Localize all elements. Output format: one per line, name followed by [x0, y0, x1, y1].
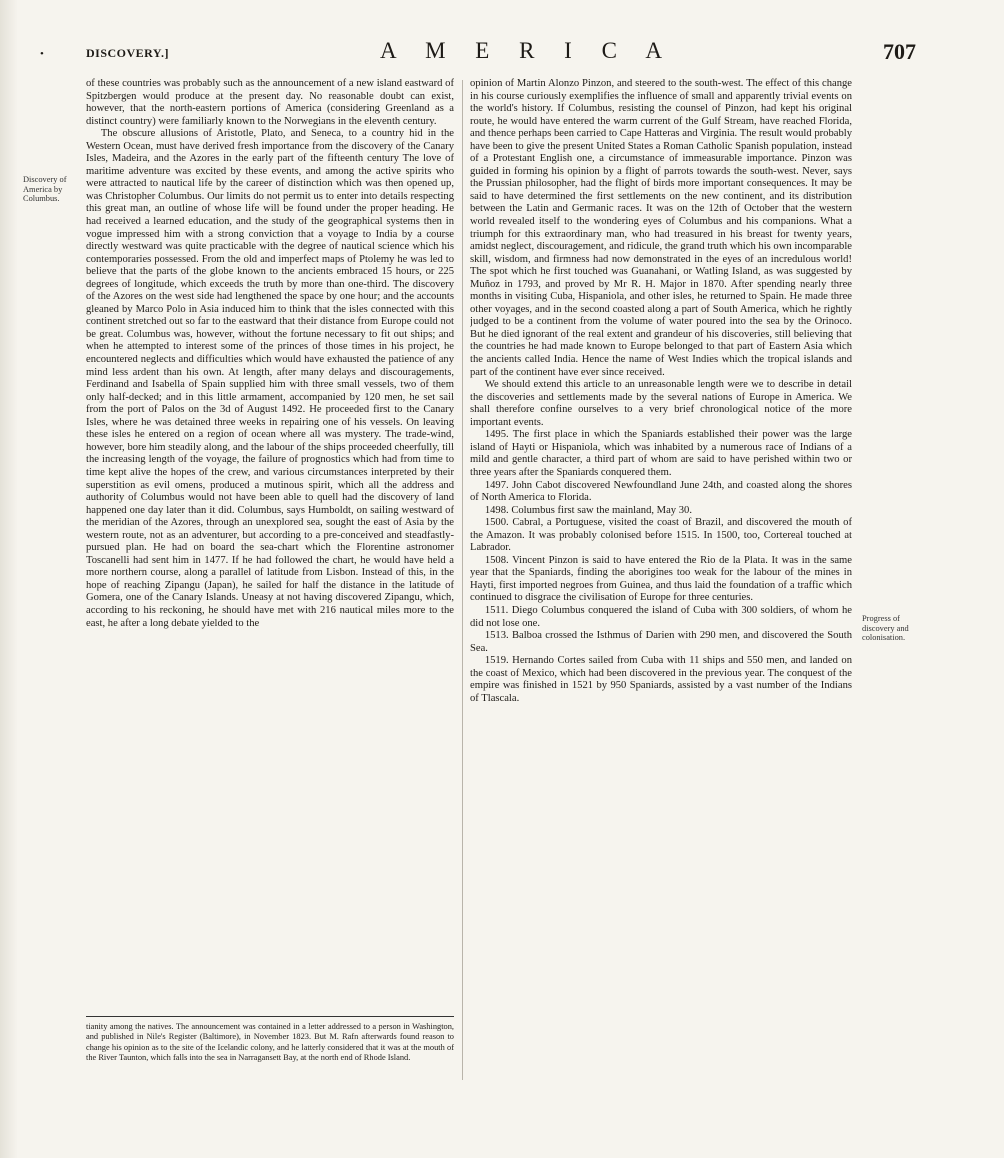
footnote-rule [86, 1016, 454, 1017]
page-edge-shadow [0, 0, 18, 1158]
paragraph: We should extend this article to an unreasonable length were we to describe in detail the discoveries and settlements made by the several nations of Europe in America. We shall therefore confine ourselves to a very brief chronological notice of the more important events. [470, 379, 852, 428]
margin-note-left: Discovery of America by Columbus. [23, 175, 67, 204]
bullet-mark: • [40, 48, 44, 60]
footnote: tianity among the natives. The announcement was contained in a letter addressed to a person in Washington, and published in Nile's Register (Baltimore), in November 1823. But M. Rafn afterwards found reason to change his opinion as to the site of the Icelandic colony, and he latterly considered that it was at the mouth of the River Taunton, which falls into the sea in Narragansett Bay, at the north end of Rhode Island. [86, 1022, 454, 1063]
running-head: DISCOVERY.] [86, 46, 169, 60]
paragraph: opinion of Martin Alonzo Pinzon, and steered to the south-west. The effect of this change in his course curiously exemplifies the influence of small and apparently trivial events on the world's history. If Columbus, resisting the counsel of Pinzon, had kept his original route, he would have entered the warm current of the Gulf Stream, have reached Florida, and thence perhaps been carried to Cape Hatteras and Virginia. The result would probably have been to give the present United States a Roman Catholic Spanish population, instead of a Protestant English one, a circumstance of immeasurable importance. Pinzon was guided in forming his opinion by a flight of parrots towards the south-west. Never, says the Prussian philosopher, had the flight of birds more important consequences. It may be said to have determined the first settlements on the new continent, and its distribution between the Latin and Germanic races. It was on the 12th of October that the western world revealed itself to the wondering eyes of Columbus and his companions. What a triumph for this extraordinary man, who had treasured in his breast for twenty years, amidst neglect, discouragement, and ridicule, the grand truth which his own incomparable skill, wisdom, and firmness had now demonstrated in the eyes of an incredulous world! The spot which he first touched was Guanahani, or Watling Island, as was suggested by Muñoz in 1793, and proved by Mr R. H. Major in 1870. After spending nearly three months in visiting Cuba, Hispaniola, and other isles, he returned to Spain. He made three other voyages, and in the second coasted along a part of South America, which he rightly judged to be a continent from the volume of water poured into the sea by the Orinoco. But he died ignorant of the real extent and grandeur of his discoveries, still believing that the countries he had made known to Europe belonged to that part of Eastern Asia which the ancients called India. Hence the name of West Indies which the tropical islands and part of the continent have ever since received. [470, 78, 852, 378]
left-column [86, 78, 454, 978]
chronology-entry: 1519. Hernando Cortes sailed from Cuba with 11 ships and 550 men, and landed on the coast of Mexico, which had been discovered in the previous year. The conquest of the empire was finished in 1521 by 950 Spaniards, assisted by a vast number of the Indians of Tlascala. [470, 655, 852, 704]
paragraph: of these countries was probably such as the announcement of a new island eastward of Spitzbergen would produce at the present day. No reasonable doubt can exist, however, that the north-eastern portions of America (considering Greenland as a distinct country) were familiarly known to the Norwegians in the eleventh century. [86, 78, 454, 127]
page-number: 707 [883, 39, 916, 64]
right-column [470, 78, 852, 1108]
chronology-entry: 1498. Columbus first saw the mainland, May 30. [484, 504, 692, 516]
paragraph: The obscure allusions of Aristotle, Plato, and Seneca, to a country hid in the Western Ocean, must have derived fresh importance from the discovery of the Canary Isles, Madeira, and the Azores in the early part of the fifteenth century The love of maritime adventure was excited by these events, and among the active spirits who were attracted to nautical life by the career of distinction which was then opened up, was Christopher Columbus. Our limits do not permit us to enter into details respecting this great man, an outline of whose life will be found under the proper heading. He had received a learned education, and the study of the geographical systems then in vogue impressed him with a strong conviction that a voyage to India by a course directly westward was quite practicable with the degree of nautical science which his contemporaries possessed. From the old and imperfect maps of Ptolemy he was led to believe that the parts of the globe known to the ancients embraced 15 hours, or 225 degrees of longitude, which exceeds the truth by more than one-third. The discovery of the Azores on the west side had lengthened the space by one hour; and the accounts gleaned by Marco Polo in Asia induced him to think that the isles connected with this continent stretched out so far to the eastward that their distance from Europe could not be great. Columbus was, however, without the fortune necessary to fit out ships; and when he attempted to interest some of the princes of those times in his project, he encountered neglects and difficulties which would have exhausted the patience of any mind less ardent than his own. At length, after many delays and discouragements, Ferdinand and Isabella of Spain supplied him with three small vessels, two of them only half-decked; and in this little armament, accompanied by 120 men, he set sail from the port of Palos on the 3d of August 1492. He proceeded first to the Canary Isles, where he was detained three weeks in repairing one of his vessels. On leaving these isles he entered on a region of ocean where all was mystery. The trade-wind, however, bore him steadily along, and the labour of the ships proceeded cheerfully, till the increasing length of the voyage, the failure of prognostics which had from time to time kept alive the hopes of the crew, and various circumstances interpreted by their superstition as evil omens, produced a mutinous spirit, which all the address and authority of Columbus would not have been able to quell had the discovery of land happened one day later than it did. Columbus, says Humboldt, on sailing westward of the meridian of the Azores, through an unexplored sea, sought the east of Asia by the western route, not as an adventurer, but according to a pre-conceived and steadfastly-pursued plan. He had on board the sea-chart which the Florentine astronomer Toscanelli had sent him in 1477. If he had followed the chart, he would have held a more northern course, along a parallel of latitude from Lisbon. Instead of this, in the hope of reaching Zipangu (Japan), he sailed for half the distance in the latitude of Gomera, one of the Canary Islands. Uneasy at not having discovered Zipangu, which, according to his reckoning, he should have met with 216 nautical miles more to the east, he after a long debate yielded to the [86, 128, 454, 629]
chronology-entry: 1497. John Cabot discovered Newfoundland June 24th, and coasted along the shores of North America to Florida. [470, 479, 852, 504]
chronology-entry: 1500. Cabral, a Portuguese, visited the coast of Brazil, and discovered the mouth of the Amazon. It was probably colonised before 1515. In 1500, too, Cortereal touched at Labrador. [470, 517, 852, 554]
page-header [0, 38, 1004, 68]
column-divider [462, 80, 463, 1080]
margin-note-right: Progress of discovery and colonisation. [862, 614, 909, 643]
chronology-entry: 1495. The first place in which the Spaniards established their power was the large island of Hayti or Hispaniola, which was inhabited by a numerous race of Indians of a mild and gentle character, a third part of whom are said to have perished within two or three years after the Spaniards conquered them. [470, 429, 852, 478]
page-title: A M E R I C A [380, 38, 675, 63]
chronology-entry: 1511. Diego Columbus conquered the island of Cuba with 300 soldiers, of whom he did not lose one. [470, 604, 852, 629]
chronology-entry: 1508. Vincent Pinzon is said to have entered the Rio de la Plata. It was in the same year that the Spaniards, finding the aborigines too weak for the labour of the mines in Hayti, first imported negroes from Guinea, and thus laid the foundation of a traffic which continued to disgrace the civilisation of Europe for three centuries. [470, 554, 852, 604]
chronology-entry: 1513. Balboa crossed the Isthmus of Darien with 290 men, and discovered the South Sea. [470, 630, 852, 654]
